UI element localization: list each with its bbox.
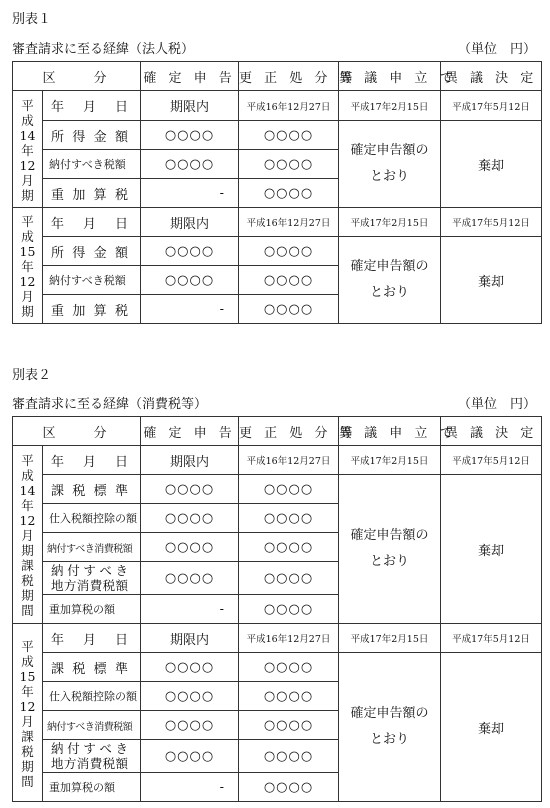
table1-unit: （単位 円） <box>457 42 536 57</box>
igi-merged: 確定申告額の とおり <box>339 653 441 802</box>
kousei-date: 平成16年12月27日 <box>239 624 339 653</box>
header-kakutei: 確 定 申 告 <box>141 62 239 91</box>
period-label: 平 成 15 年 12 月 課 税 期 間 <box>13 624 43 802</box>
kakutei-value: ○○○○ <box>141 121 239 150</box>
row-label: 納付すべき 地方消費税額 <box>43 740 141 773</box>
header-igi: 異 議 申 立 て <box>339 417 441 446</box>
kousei-value: ○○○○ <box>239 504 339 533</box>
table1-heading: 別表１ <box>12 12 52 27</box>
kousei-value: ○○○○ <box>239 562 339 595</box>
kakutei-value: ○○○○ <box>141 475 239 504</box>
row-label: 重加算税 <box>43 179 141 208</box>
row-label: 納付すべき消費税額 <box>43 711 141 740</box>
kettei-merged: 棄却 <box>441 475 542 624</box>
kakutei-value: ○○○○ <box>141 562 239 595</box>
kakutei-value: ○○○○ <box>141 682 239 711</box>
kakutei-value: ○○○○ <box>141 653 239 682</box>
kakutei-value: ○○○○ <box>141 150 239 179</box>
header-kettei: 異 議 決 定 <box>441 62 542 91</box>
header-kubun: 区 分 <box>13 417 141 446</box>
header-kousei: 更 正 処 分 等 <box>239 417 339 446</box>
row-label: 納付すべき税額 <box>43 266 141 295</box>
kakutei-value: - <box>141 179 239 208</box>
kakutei-value: ○○○○ <box>141 533 239 562</box>
kakutei-value: ○○○○ <box>141 504 239 533</box>
table1-header-row <box>13 62 542 91</box>
row-label: 仕入税額控除の額 <box>43 504 141 533</box>
table-row <box>13 624 542 653</box>
table-row <box>13 121 542 150</box>
kakutei-value: 期限内 <box>141 91 239 121</box>
kettei-merged: 棄却 <box>441 121 542 208</box>
table2-unit: （単位 円） <box>457 397 536 412</box>
kakutei-value: 期限内 <box>141 446 239 475</box>
row-label: 課税標準 <box>43 653 141 682</box>
kousei-value: ○○○○ <box>239 533 339 562</box>
table-row <box>13 446 542 475</box>
table2-heading: 別表２ <box>12 368 52 383</box>
kakutei-value: - <box>141 773 239 802</box>
row-label: 年 月 日 <box>43 208 141 237</box>
igi-merged: 確定申告額の とおり <box>339 475 441 624</box>
kousei-value: ○○○○ <box>239 179 339 208</box>
kousei-value: ○○○○ <box>239 595 339 624</box>
header-igi: 異 議 申 立 て <box>339 62 441 91</box>
kousei-value: ○○○○ <box>239 295 339 324</box>
igi-merged: 確定申告額の とおり <box>339 237 441 324</box>
row-label: 所得金額 <box>43 237 141 266</box>
table1-title: 審査請求に至る経緯（法人税） <box>12 42 195 57</box>
row-label: 年 月 日 <box>43 624 141 653</box>
kousei-date: 平成16年12月27日 <box>239 446 339 475</box>
period-label: 平 成 14 年 12 月 期 課 税 期 間 <box>13 446 43 624</box>
header-kakutei: 確 定 申 告 <box>141 417 239 446</box>
kousei-value: ○○○○ <box>239 653 339 682</box>
kousei-date: 平成16年12月27日 <box>239 91 339 121</box>
kousei-value: ○○○○ <box>239 475 339 504</box>
kettei-date: 平成17年5月12日 <box>441 446 542 475</box>
kousei-value: ○○○○ <box>239 682 339 711</box>
igi-merged: 確定申告額の とおり <box>339 121 441 208</box>
period-label: 平 成 14 年 12 月 期 <box>13 91 43 208</box>
row-label: 年 月 日 <box>43 446 141 475</box>
header-kousei: 更 正 処 分 等 <box>239 62 339 91</box>
kousei-value: ○○○○ <box>239 150 339 179</box>
kettei-date: 平成17年5月12日 <box>441 208 542 237</box>
kakutei-value: ○○○○ <box>141 711 239 740</box>
igi-date: 平成17年2月15日 <box>339 208 441 237</box>
igi-date: 平成17年2月15日 <box>339 624 441 653</box>
kousei-date: 平成16年12月27日 <box>239 208 339 237</box>
row-label: 所得金額 <box>43 121 141 150</box>
table-row <box>13 653 542 682</box>
kakutei-value: 期限内 <box>141 624 239 653</box>
kettei-date: 平成17年5月12日 <box>441 624 542 653</box>
period-label: 平 成 15 年 12 月 期 <box>13 208 43 324</box>
header-kettei: 異 議 決 定 <box>441 417 542 446</box>
kakutei-value: 期限内 <box>141 208 239 237</box>
kakutei-value: - <box>141 595 239 624</box>
kousei-value: ○○○○ <box>239 121 339 150</box>
row-label: 納付すべき税額 <box>43 150 141 179</box>
row-label: 課税標準 <box>43 475 141 504</box>
kousei-value: ○○○○ <box>239 266 339 295</box>
igi-date: 平成17年2月15日 <box>339 446 441 475</box>
kousei-value: ○○○○ <box>239 740 339 773</box>
kousei-value: ○○○○ <box>239 711 339 740</box>
kakutei-value: ○○○○ <box>141 237 239 266</box>
kakutei-value: ○○○○ <box>141 740 239 773</box>
table2-title: 審査請求に至る経緯（消費税等） <box>12 397 208 412</box>
table-row <box>13 237 542 266</box>
row-label: 重加算税の額 <box>43 773 141 802</box>
kettei-date: 平成17年5月12日 <box>441 91 542 121</box>
table1 <box>12 61 542 324</box>
row-label: 年 月 日 <box>43 91 141 121</box>
row-label: 納付すべき消費税額 <box>43 533 141 562</box>
kettei-merged: 棄却 <box>441 237 542 324</box>
kakutei-value: - <box>141 295 239 324</box>
table-row <box>13 475 542 504</box>
header-kubun: 区 分 <box>13 62 141 91</box>
igi-date: 平成17年2月15日 <box>339 91 441 121</box>
kousei-value: ○○○○ <box>239 773 339 802</box>
row-label: 仕入税額控除の額 <box>43 682 141 711</box>
kettei-merged: 棄却 <box>441 653 542 802</box>
table-row <box>13 91 542 121</box>
kakutei-value: ○○○○ <box>141 266 239 295</box>
row-label: 重加算税の額 <box>43 595 141 624</box>
table2 <box>12 416 542 802</box>
row-label: 重加算税 <box>43 295 141 324</box>
row-label: 納付すべき 地方消費税額 <box>43 562 141 595</box>
table-row <box>13 208 542 237</box>
kousei-value: ○○○○ <box>239 237 339 266</box>
table2-header-row <box>13 417 542 446</box>
